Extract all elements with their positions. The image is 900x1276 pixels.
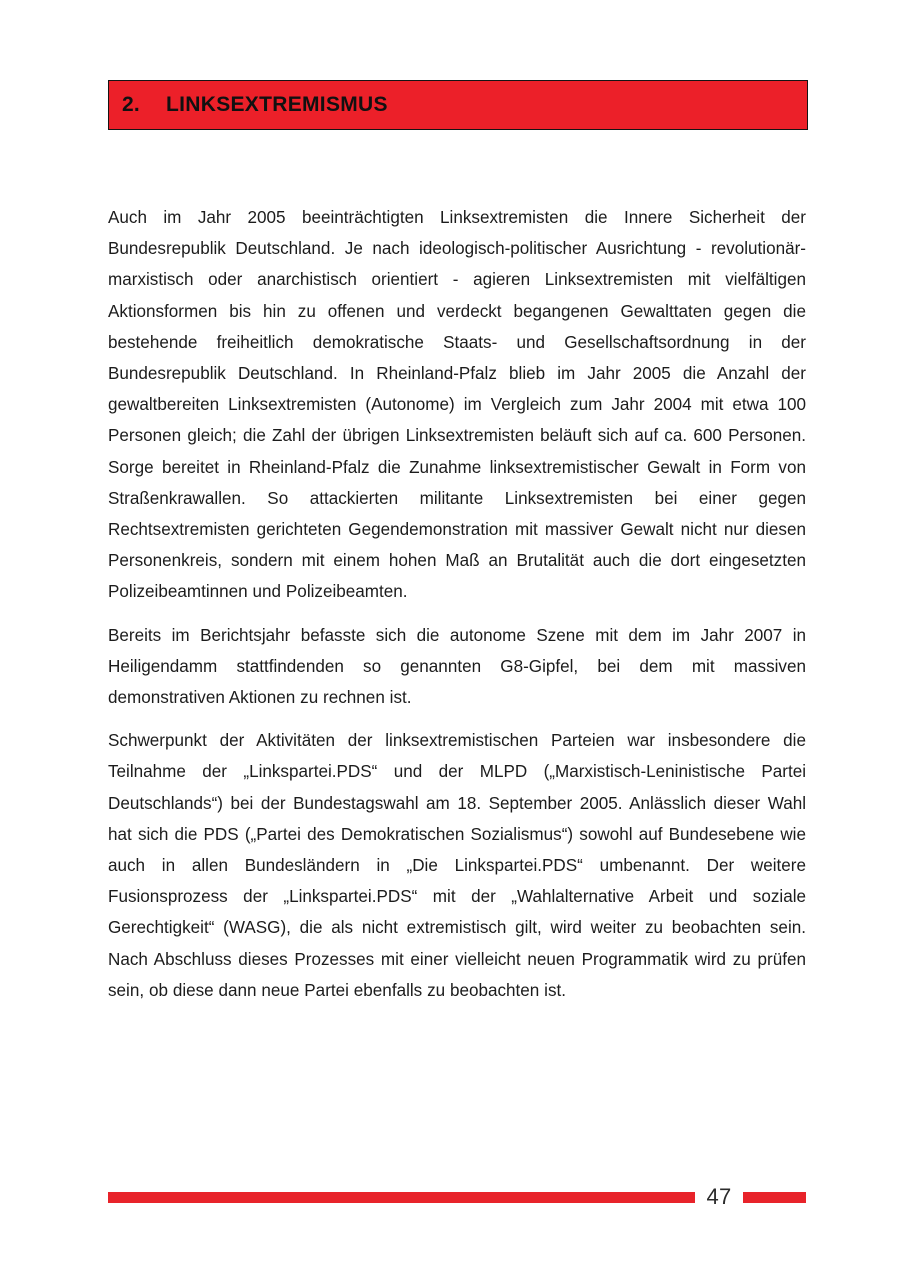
page-number: 47 xyxy=(706,1184,732,1209)
footer-rule-short xyxy=(743,1192,806,1203)
body-content xyxy=(108,202,806,1006)
page-footer xyxy=(108,1184,808,1210)
section-heading-banner xyxy=(108,80,808,130)
body-paragraph: Bereits im Berichtsjahr befasste sich die autonome Szene mit dem im Jahr 2007 in Heiligendamm stattfindenden so genannten G8-Gipfel, bei dem mit massiven demonstrativen Aktionen zu rechnen ist. xyxy=(108,625,806,708)
section-title: LINKSEXTREMISMUS xyxy=(166,93,388,116)
body-paragraph: Auch im Jahr 2005 beeinträchtigten Linksextremisten die Innere Sicherheit der Bundesrepublik Deutschland. Je nach ideologisch-politischer Ausrichtung - revolutionär-marxistisch oder anarchistisch orientiert - agieren Linksextremisten mit vielfältigen Aktionsformen bis hin zu offenen und verdeckt begangenen Gewalttaten gegen die bestehende freiheitlich demokratische Staats- und Gesellschaftsordnung in der Bundesrepublik Deutschland. In Rheinland-Pfalz blieb im Jahr 2005 die Anzahl der gewaltbereiten Linksextremisten (Autonome) im Vergleich zum Jahr 2004 mit etwa 100 Personen gleich; die Zahl der übrigen Linksextremisten beläuft sich auf ca. 600 Personen. Sorge bereitet in Rheinland-Pfalz die Zunahme linksextremistischer Gewalt in Form von Straßenkrawallen. So attackierten militante Linksextremisten bei einer gegen Rechtsextremisten gerichteten Gegendemonstration mit massiver Gewalt nicht nur diesen Personenkreis, sondern mit einem hohen Maß an Brutalität auch die dort eingesetzten Polizeibeamtinnen und Polizeibeamten. xyxy=(108,208,806,602)
section-number: 2. xyxy=(122,93,140,116)
footer-rule-long xyxy=(108,1192,695,1203)
body-paragraph: Schwerpunkt der Aktivitäten der linksextremistischen Parteien war insbesondere die Teilnahme der „Linkspartei.PDS“ und der MLPD („Marxistisch-Leninistische Partei Deutschlands“) bei der Bundestagswahl am 18. September 2005. Anlässlich dieser Wahl hat sich die PDS („Partei des Demokratischen Sozialismus“) sowohl auf Bundesebene wie auch in allen Bundesländern in „Die Linkspartei.PDS“ umbenannt. Der weitere Fusionsprozess der „Linkspartei.PDS“ mit der „Wahlalternative Arbeit und soziale Gerechtigkeit“ (WASG), die als nicht extremistisch gilt, wird weiter zu beobachten sein. Nach Abschluss dieses Prozesses mit einer vielleicht neuen Programmatik wird zu prüfen sein, ob diese dann neue Partei ebenfalls zu beobachten ist. xyxy=(108,731,806,1000)
